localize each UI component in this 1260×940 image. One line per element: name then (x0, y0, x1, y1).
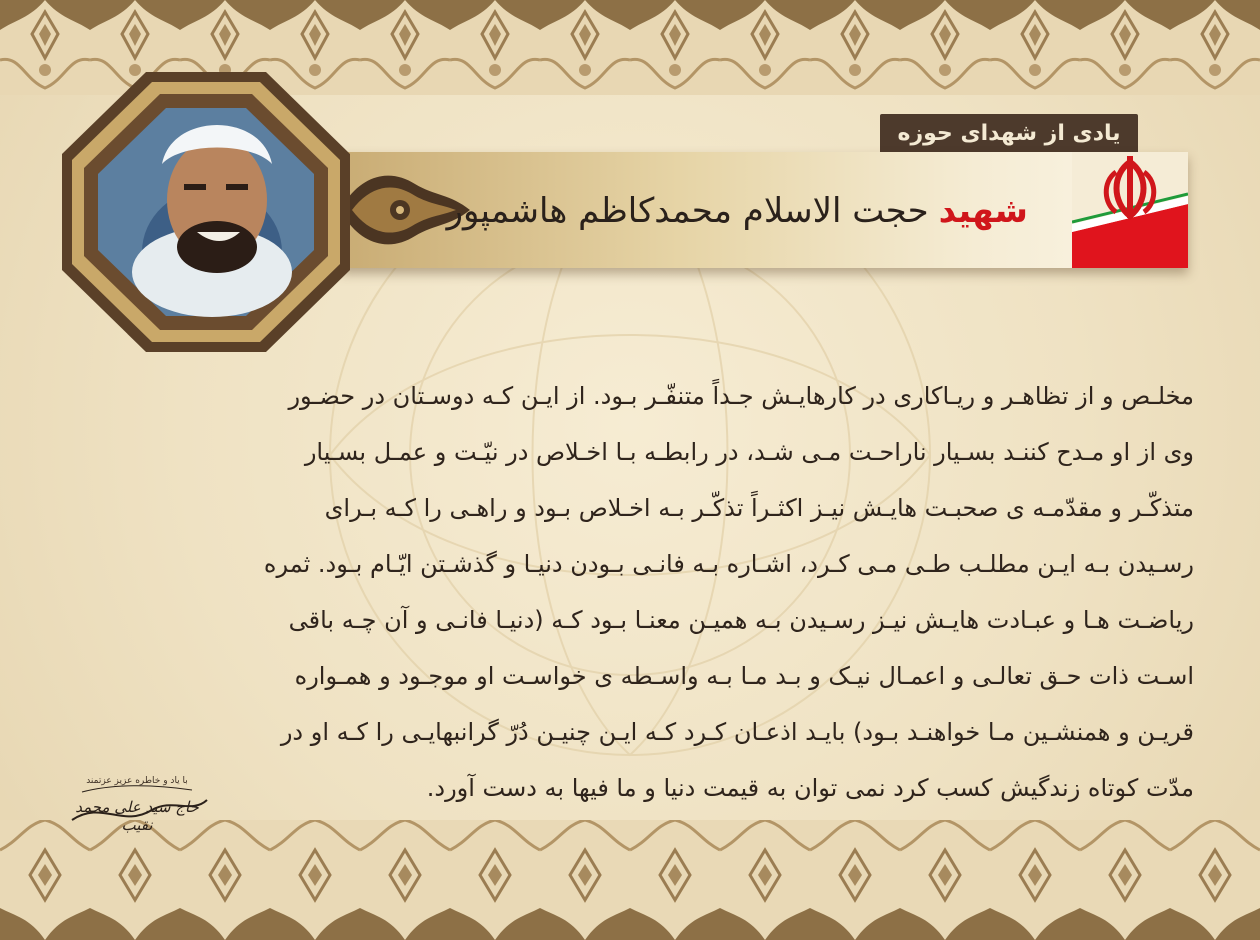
title-banner (340, 152, 1188, 268)
signature-caption: با یاد و خاطره عزیز عزتمند (86, 776, 188, 786)
text-line: اسـت ذات حـق تعالـی و اعمـال نیـک و بـد مـا بـه واسـطه ی خواسـت او موجـود و همـواره (294, 662, 1194, 690)
title-prefix: شهید (938, 191, 1028, 231)
signature (62, 770, 212, 832)
series-tag: یادی از شهدای حوزه (880, 114, 1138, 154)
bottom-ornament-band (0, 820, 1260, 940)
portrait-frame (62, 72, 350, 352)
text-line: قریـن و همنشـین مـا خواهنـد بـود) بایـد اذعـان کـرد کـه ایـن چنیـن دُرّ گرانبهایـی را کـه او در (280, 718, 1194, 746)
biography-text (68, 368, 1194, 808)
text-line: متذکّـر و مقدّمـه ی صحبـت هایـش نیـز اکثـراً تذکّـر بـه اخـلاص بـود و راهـی را کـه بـرای (324, 494, 1194, 522)
title-name: حجت الاسلام محمدکاظم هاشمپور (446, 191, 929, 231)
text-line: ریاضـت هـا و عبـادت هایـش نیـز رسـیدن بـه همیـن معنـا بـود کـه (دنیـا فانـی و آن چـه باقی (288, 606, 1194, 634)
text-line: وی از او مـدح کننـد بسـیار ناراحـت مـی شـد، در رابطـه بـا اخـلاص در نیّـت و عمـل بسـیار (304, 438, 1194, 466)
text-line: مدّت کوتاه زندگیش کسب کرد نمی توان به قیمت دنیا و ما فیها به دست آورد. (426, 774, 1194, 802)
martyr-title (447, 186, 1028, 236)
text-line: مخلـص و از تظاهـر و ریـاکاری در کارهایـش جـداً متنفّـر بـود. از ایـن کـه دوسـتان در حضـور (288, 382, 1194, 410)
text-line: رسـیدن بـه ایـن مطلـب طـی مـی کـرد، اشـاره بـه فانـی بـودن دنیـا و گذشـتن ایّـام بـود. ثمره (263, 550, 1194, 578)
signature-name: حاج سید علی محمد نقیب (75, 798, 199, 834)
iran-flag-emblem-icon (1072, 152, 1188, 268)
